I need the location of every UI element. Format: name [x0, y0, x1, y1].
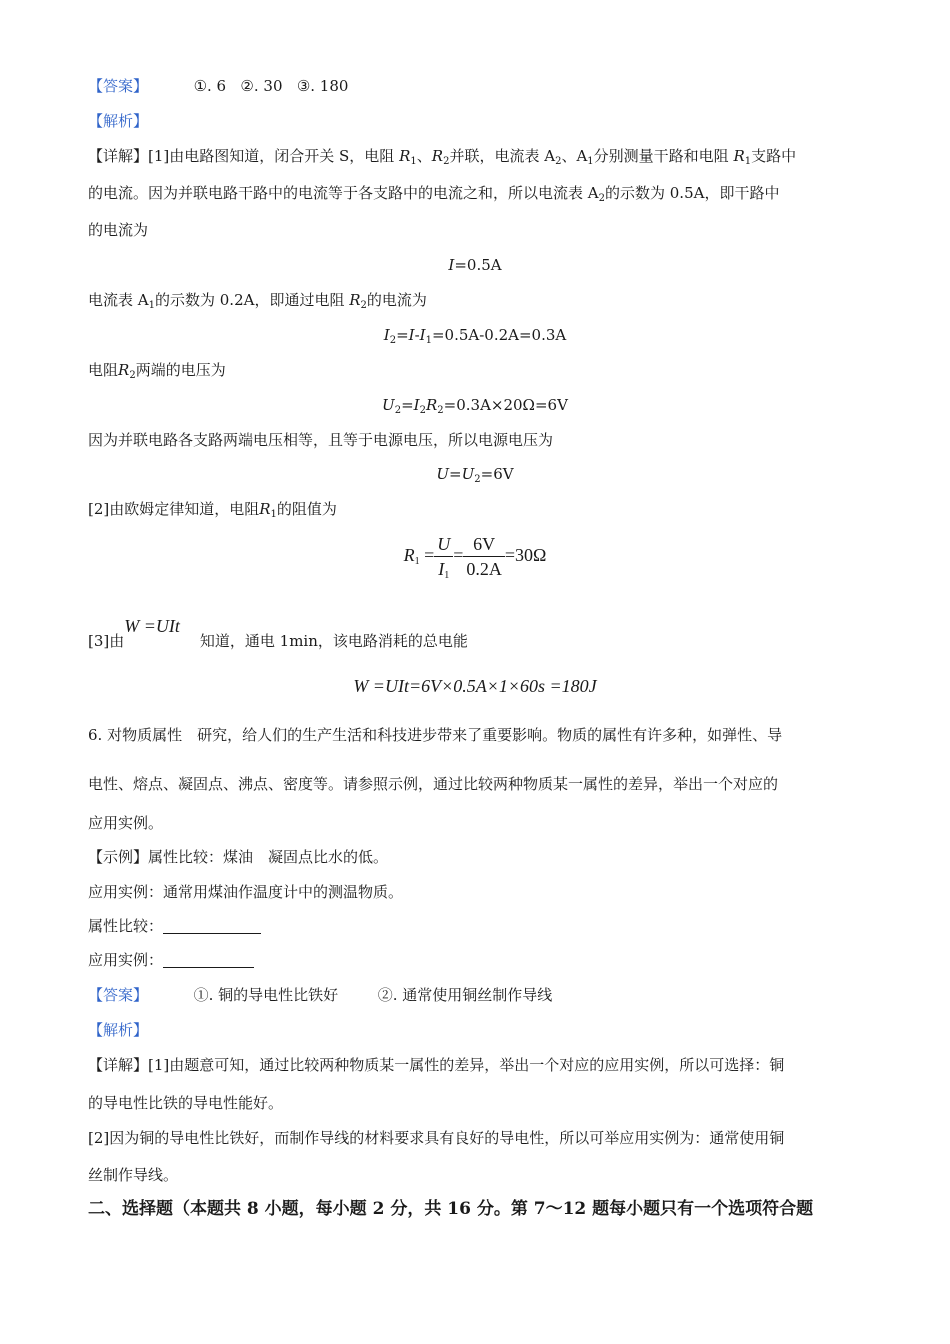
eq-text: =30Ω [504, 545, 547, 565]
sub: 2 [360, 300, 367, 311]
sub: 1 [414, 556, 420, 567]
fraction-values [463, 532, 505, 581]
var-r: R [118, 361, 130, 379]
var-i: I [448, 256, 455, 274]
text: 的示数为 0.2A，即通过电阻 [154, 291, 345, 309]
sub: 1 [148, 300, 155, 311]
fraction-u-over-i [434, 532, 453, 581]
q5-analysis-tag: 【解析】 [88, 112, 149, 130]
sub: 1 [744, 156, 752, 167]
sub: 1 [425, 335, 432, 346]
var-r: R [259, 500, 271, 518]
eq-text: =6V [480, 465, 514, 483]
q6-line-1: 6. 对物质属性 研究，给人们的生产生活和科技进步带来了重要影响。物质的属性有许多种，如弹性、导 [88, 726, 783, 744]
equation-1 [0, 255, 950, 275]
sub: 2 [394, 405, 402, 416]
numerator: 6V [463, 532, 505, 557]
sub: 2 [129, 370, 136, 381]
q5-detail-line-7 [88, 499, 337, 519]
detail-tag: 【详解】 [88, 147, 149, 165]
text: 并联，电流表 A [449, 147, 556, 165]
text: [1]由题意可知，通过比较两种物质某一属性的差异，举出一个对应的应用实例，所以可选择：铜 [148, 1056, 785, 1074]
var-r: R [349, 291, 361, 309]
var-u: U [382, 396, 395, 414]
var-i: I [438, 559, 445, 580]
answer-tag: 【答案】 [88, 77, 149, 95]
q6-line-2: 电性、熔点、凝固点、沸点、密度等。请参照示例，通过比较两种物质某一属性的差异，举出一个对应的 [88, 775, 779, 793]
eq-text: =0.5A-0.2A=0.3A [431, 326, 567, 344]
answer-item-2: ②. 30 [240, 77, 283, 95]
q6-answer-line [88, 985, 552, 1005]
sub: 2 [598, 193, 605, 204]
sub: 2 [443, 156, 450, 167]
sub: 2 [437, 405, 444, 416]
eq-text: = [453, 545, 464, 565]
text: 应用实例： [88, 951, 164, 969]
text: 的示数为 0.5A，即干路中 [604, 184, 780, 202]
eq-text: = [396, 326, 409, 344]
denominator: 0.2A [466, 559, 502, 580]
text: 两端的电压为 [135, 361, 226, 379]
section-2-heading: 二、选择题（本题共 8 小题，每小题 2 分，共 16 分。第 7～12 题每小题只有一个选项符合题 [88, 1199, 814, 1219]
q5-answer-line [88, 76, 348, 96]
sub: 2 [389, 335, 397, 346]
sub: 1 [270, 509, 277, 520]
text: 知道，通电 1min，该电路消耗的总电能 [199, 632, 468, 650]
q5-detail-line-8 [88, 616, 468, 651]
var-u: U [437, 534, 451, 555]
q5-detail-line-1 [88, 146, 796, 166]
eq-text: =0.5A [454, 256, 502, 274]
q6-blank-1 [88, 916, 261, 936]
sub: 1 [444, 570, 450, 582]
q6-analysis-tag: 【解析】 [88, 1021, 149, 1039]
eq-text: =0.3A×20Ω=6V [443, 396, 568, 414]
equation-6: W =UIt=6V×0.5A×1×60s =180J [353, 676, 597, 696]
text: 分别测量干路和电阻 [593, 147, 729, 165]
answer-tag: 【答案】 [88, 986, 149, 1004]
sub: 2 [419, 405, 426, 416]
text: [3]由 [88, 632, 125, 650]
eq-text: = [449, 465, 462, 483]
var-r: R [431, 147, 444, 165]
inline-formula: W =UIt [124, 616, 180, 636]
text: 支路中 [751, 147, 797, 165]
var-u: U [436, 465, 450, 483]
sub: 1 [587, 156, 594, 167]
text: 、A [561, 147, 588, 165]
text: 的阻值为 [276, 500, 337, 518]
fill-blank-2[interactable] [163, 953, 254, 968]
q6-detail-line-2: 的导电性比铁的导电性能好。 [88, 1094, 284, 1112]
eq-text: = [401, 396, 414, 414]
q6-detail-line-3: [2]因为铜的导电性比铁好，而制作导线的材料要求具有良好的导电性，所以可举应用实例为：通常使用铜 [88, 1129, 785, 1147]
sub: 1 [410, 156, 417, 167]
equation-5 [0, 530, 950, 581]
q6-example-app: 应用实例：通常用煤油作温度计中的测温物质。 [88, 883, 404, 901]
var-i: I [419, 326, 426, 344]
equation-4 [0, 464, 950, 484]
answer-item-3: ③. 180 [296, 77, 349, 95]
sub: 2 [474, 474, 481, 485]
answer-item-1: ①. 铜的导电性比铁好 [193, 986, 339, 1004]
text: 电阻 [88, 361, 119, 379]
q5-detail-line-4 [88, 290, 427, 310]
text: 属性比较：煤油 凝固点比水的低。 [148, 848, 389, 866]
var-i: I [408, 326, 415, 344]
text: 的电流为 [366, 291, 427, 309]
var-r: R [425, 396, 438, 414]
q5-detail-line-3: 的电流为 [88, 221, 149, 239]
q6-detail-line-1 [88, 1055, 784, 1075]
q6-example [88, 847, 388, 867]
q6-blank-2 [88, 950, 254, 970]
text: [2]由欧姆定律知道，电阻 [88, 500, 260, 518]
text: 属性比较： [88, 917, 164, 935]
var-i: I [383, 326, 390, 344]
fill-blank-1[interactable] [163, 919, 261, 934]
q6-detail-line-4: 丝制作导线。 [88, 1166, 179, 1184]
q6-line-3: 应用实例。 [88, 814, 164, 832]
example-tag: 【示例】 [88, 848, 149, 866]
text: 的电流。因为并联电路干路中的电流等于各支路中的电流之和，所以电流表 A [88, 184, 599, 202]
var-r: R [399, 147, 411, 165]
eq-text: - [414, 326, 420, 344]
equation-3 [0, 395, 950, 415]
var-u: U [461, 465, 475, 483]
sub: 2 [555, 156, 562, 167]
detail-tag: 【详解】 [88, 1056, 149, 1074]
var-r: R [403, 545, 415, 565]
answer-item-1: ①. 6 [193, 77, 227, 95]
var-i: I [413, 396, 420, 414]
q5-detail-line-5 [88, 360, 226, 380]
text: 电流表 A [88, 291, 149, 309]
text: [1]由电路图知道，闭合开关 S，电阻 [148, 147, 395, 165]
text: 、 [416, 147, 432, 165]
q5-detail-line-6: 因为并联电路各支路两端电压相等，且等于电源电压，所以电源电压为 [88, 431, 554, 449]
var-r: R [733, 147, 745, 165]
q5-detail-line-2 [88, 183, 779, 203]
eq-text: = [424, 545, 435, 565]
equation-2 [0, 325, 950, 345]
answer-item-2: ②. 通常使用铜丝制作导线 [377, 986, 553, 1004]
